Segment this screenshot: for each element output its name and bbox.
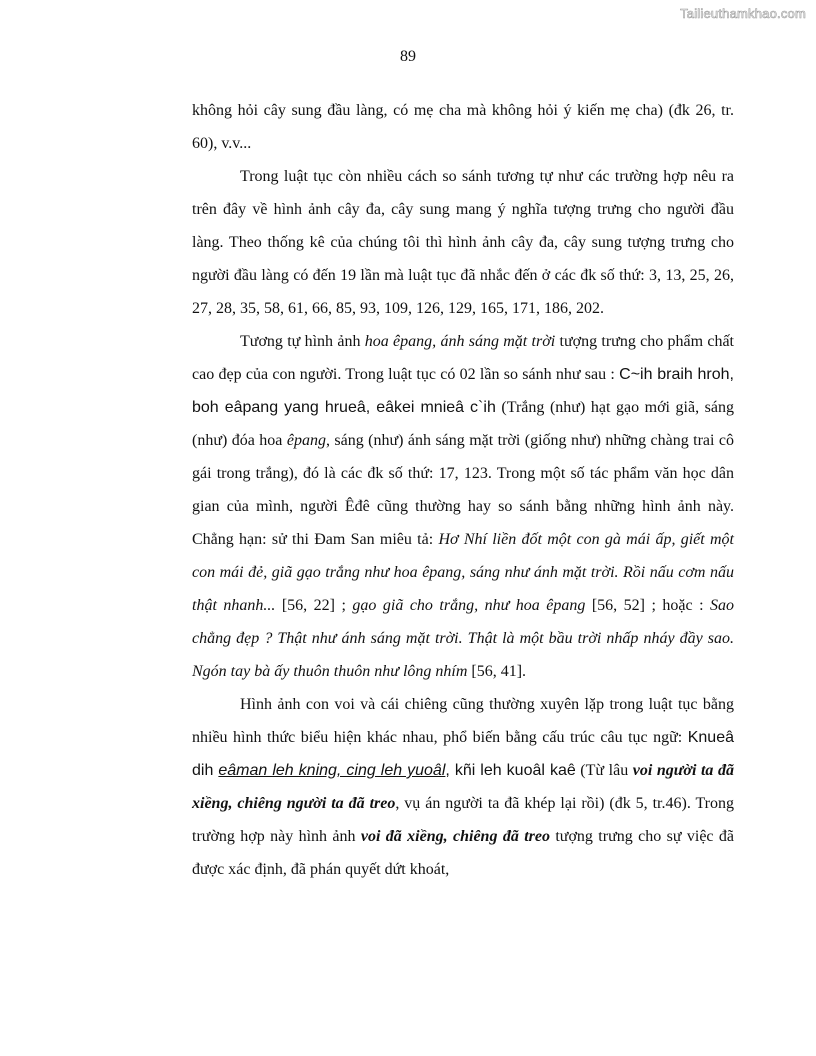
ede-phrase: Knueâ dih: [192, 729, 734, 779]
paragraph-1: không hỏi cây sung đầu làng, có mẹ cha mà không hỏi ý kiến mẹ cha) (đk 26, tr. 60), v.v...: [192, 102, 734, 152]
paragraph-3: [192, 325, 734, 688]
italic-text: hoa êpang, ánh sáng mặt trời: [364, 333, 556, 350]
text-run: tượng trưng cho phẩm chất cao đẹp của con người. Trong luật tục có 02 lần so sánh như sau :: [192, 333, 734, 383]
bold-italic-text: voi đã xiềng, chiêng đã treo: [360, 828, 550, 845]
italic-text: êpang: [286, 432, 326, 449]
citation: [56, 41].: [467, 663, 527, 680]
ede-phrase-underlined: eâman leh kning, cing leh yuoâl: [218, 762, 446, 779]
document-body: [192, 94, 734, 886]
text-run: Tương tự hình ảnh: [240, 333, 365, 350]
watermark: Tailieuthamkhao.com: [680, 6, 806, 21]
italic-quote: Sao chẳng đẹp ? Thật như ánh sáng mặt trời. Thật là một bầu trời nhấp nháy đầy sao. Ngón tay bà ấy thuôn thuôn như lông nhím: [192, 597, 735, 680]
ede-phrase: C~ih braih hroh, boh eâpang yang hrueâ, eâkei mnieâ c`ih: [192, 366, 734, 416]
text-run: tượng trưng cho sự việc đã được xác định, đã phán quyết dứt khoát,: [192, 828, 735, 878]
italic-quote: gạo giã cho trắng, như hoa êpang: [352, 597, 586, 614]
italic-quote: Hơ Nhí liền đốt một con gà mái ấp, giết một con mái đẻ, giã gạo trắng như hoa êpang, sáng như ánh mặt trời. Rồi nấu cơm nấu thật nhanh...: [192, 531, 734, 614]
text-run: (Từ lâu: [575, 762, 633, 779]
text-run: , sáng (như) ánh sáng mặt trời (giống như) những chàng trai cô gái trong trắng), đó là các đk số thứ: 17, 123. Trong một số tác phẩm văn học dân gian của mình, người Êđê cũng thường hay so sánh bằng những hình ảnh này. Chẳng hạn: sử thi Đam San miêu tả:: [192, 432, 735, 548]
paragraph-2: Trong luật tục còn nhiều cách so sánh tương tự như các trường hợp nêu ra trên đây về hình ảnh cây đa, cây sung mang ý nghĩa tượng trưng cho người đầu làng. Theo thống kê của chúng tôi thì hình ảnh cây đa, cây sung tượng trưng cho người đầu làng có đến 19 lần mà luật tục đã nhắc đến ở các đk số thứ: 3, 13, 25, 26, 27, 28, 35, 58, 61, 66, 85, 93, 109, 126, 129, 165, 171, 186, 202.: [192, 168, 734, 317]
paragraph-4: [192, 688, 734, 886]
text-run: Hình ảnh con voi và cái chiêng cũng thường xuyên lặp trong luật tục bằng nhiều hình thức biểu hiện khác nhau, phổ biến bằng cấu trúc câu tục ngữ:: [192, 696, 734, 746]
page-number: 89: [400, 48, 416, 65]
text-run: , vụ án người ta đã khép lại rồi) (đk 5, tr.46). Trong trường hợp này hình ảnh: [192, 795, 735, 845]
ede-phrase: , kñi leh kuoâl kaê: [445, 762, 576, 779]
bold-italic-text: voi người ta đã xiềng, chiêng người ta đã treo: [192, 762, 734, 812]
citation: [56, 52] ; hoặc :: [585, 597, 711, 614]
citation: [56, 22] ;: [275, 597, 353, 614]
text-run: (Trắng (như) hạt gạo mới giã, sáng (như) đóa hoa: [192, 399, 734, 449]
